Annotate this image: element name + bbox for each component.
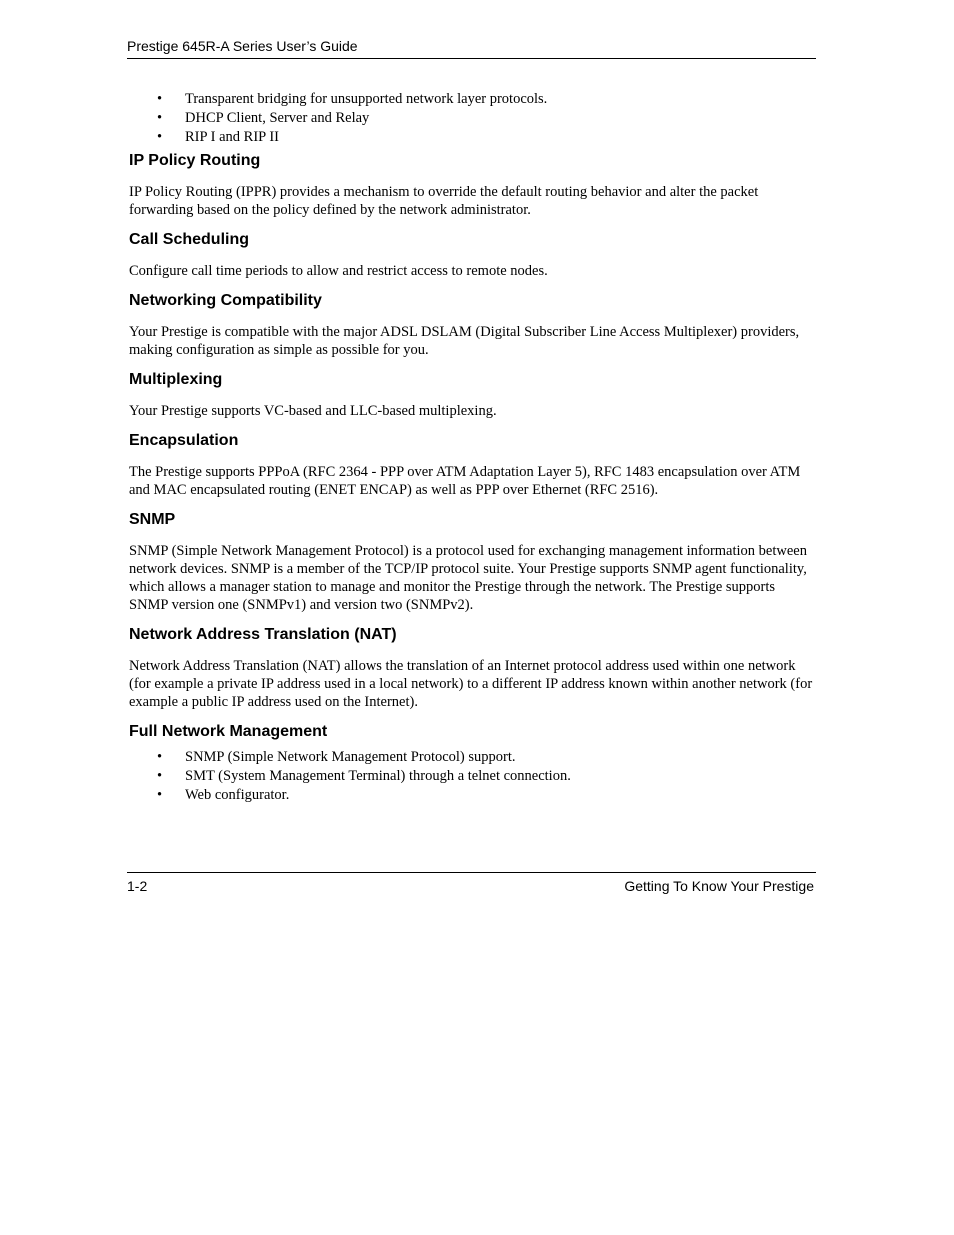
section-full-network-management	[129, 722, 816, 805]
section-body: The Prestige supports PPPoA (RFC 2364 - PPP over ATM Adaptation Layer 5), RFC 1483 encapsulation over ATM and MAC encapsulated routing (ENET ENCAP) as well as PPP over Ethernet (RFC 2516).	[129, 464, 801, 498]
section-body: IP Policy Routing (IPPR) provides a mechanism to override the default routing behavior and alter the packet forwarding based on the policy defined by the network administrator.	[129, 184, 759, 218]
section-body: Your Prestige supports VC-based and LLC-based multiplexing.	[129, 403, 497, 419]
section-call-scheduling	[129, 230, 816, 280]
section-heading: Full Network Management	[129, 723, 328, 740]
intro-bullet-list	[129, 90, 816, 147]
chapter-title: Getting To Know Your Prestige	[624, 878, 814, 894]
page-footer	[127, 872, 816, 896]
section-heading: Call Scheduling	[129, 231, 250, 248]
section-heading: Encapsulation	[129, 432, 239, 449]
section-body: Your Prestige is compatible with the major ADSL DSLAM (Digital Subscriber Line Access Multiplexer) providers, making configuration as simple as possible for you.	[129, 324, 800, 358]
management-bullet-list	[129, 748, 816, 805]
section-heading: Network Address Translation (NAT)	[129, 626, 397, 643]
page-number: 1-2	[127, 878, 148, 894]
list-item: • SNMP (Simple Network Management Protocol) support.	[129, 748, 816, 767]
section-heading: SNMP	[129, 511, 176, 528]
list-item: • Transparent bridging for unsupported network layer protocols.	[129, 90, 816, 109]
list-item: • RIP I and RIP II	[129, 128, 816, 147]
list-item: • SMT (System Management Terminal) through a telnet connection.	[129, 767, 816, 786]
section-nat	[129, 625, 816, 711]
section-ip-policy-routing	[129, 151, 816, 219]
list-item: • Web configurator.	[129, 786, 816, 805]
section-body: SNMP (Simple Network Management Protocol) is a protocol used for exchanging management information between network devices. SNMP is a member of the TCP/IP protocol suite. Your Prestige supports SNMP agent functionality, which allows a manager station to manage and monitor the Prestige through the network. The Prestige supports SNMP version one (SNMPv1) and version two (SNMPv2).	[129, 543, 807, 613]
section-multiplexing	[129, 370, 816, 420]
page-header	[127, 36, 816, 59]
section-heading: IP Policy Routing	[129, 152, 261, 169]
section-heading: Networking Compatibility	[129, 292, 322, 309]
section-body: Network Address Translation (NAT) allows the translation of an Internet protocol address used within one network (for example a private IP address used in a local network) to a different IP address known within another network (for example a public IP address used on the Internet).	[129, 658, 813, 710]
page-content	[129, 90, 816, 805]
section-heading: Multiplexing	[129, 371, 223, 388]
list-item: • DHCP Client, Server and Relay	[129, 109, 816, 128]
section-encapsulation	[129, 431, 816, 499]
document-title: Prestige 645R-A Series User’s Guide	[127, 38, 358, 54]
section-networking-compatibility	[129, 291, 816, 359]
section-snmp	[129, 510, 816, 614]
section-body: Configure call time periods to allow and restrict access to remote nodes.	[129, 263, 548, 279]
